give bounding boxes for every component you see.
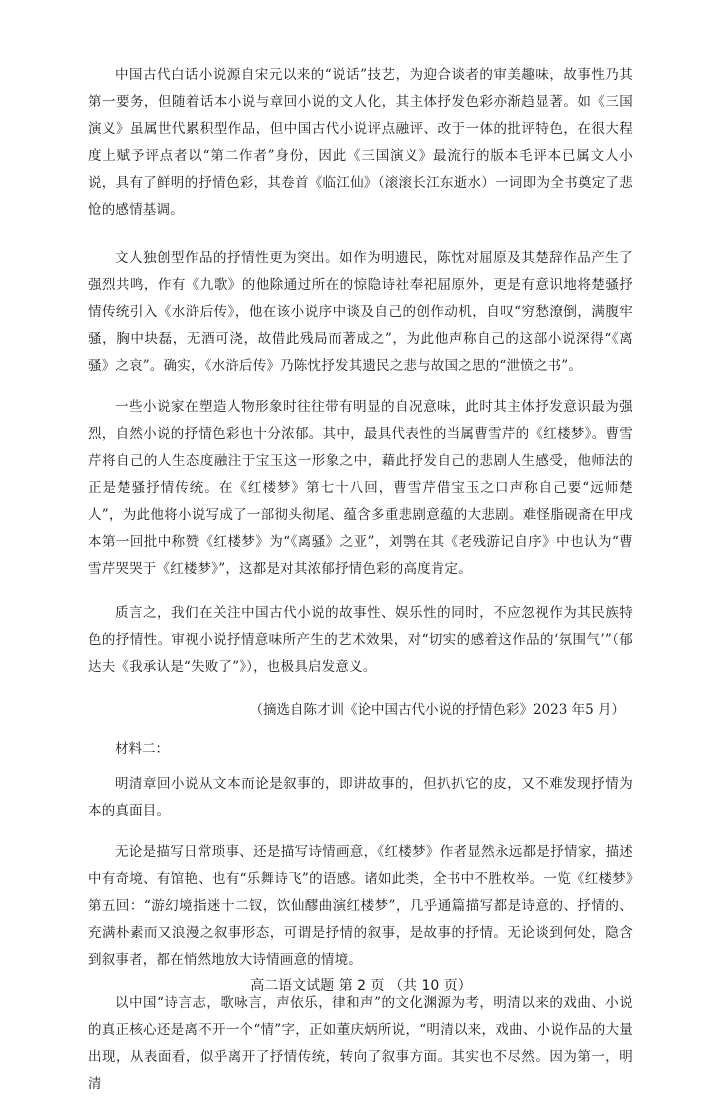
page-footer: 高二语文试题 第 2 页 （共 10 页）: [250, 978, 472, 994]
material-2-paragraph-1: 明清章回小说从文本而论是叙事的，即讲故事的，但扒扒它的皮，又不难发现抒情为本的真面目。: [88, 776, 633, 819]
source-citation: （摘选自陈才训《论中国古代小说的抒情色彩》2023 年5 月）: [249, 702, 625, 718]
paragraph-4: 质言之，我们在关注中国古代小说的故事性、娱乐性的同时，不应忽视作为其民族特色的抒情性。审视小说抒情意味所产生的艺术效果，对“切实的感着这作品的‘氛围气’”（郁达夫《我承认是“失败了”》），也极具启发意义。: [88, 605, 633, 675]
material-2-paragraph-3: 以中国“诗言志，歌咏言，声依乐，律和声”的文化渊源为考，明清以来的戏曲、小说的真正核心还是离不开一个“情”字，正如董庆炳所说，“明清以来，戏曲、小说作品的大量出现，从表面看，似乎离开了抒情传统，转向了叙事方面。其实也不尽然。因为第一，明清: [88, 995, 633, 1092]
material-2-heading: 材料二：: [115, 741, 169, 757]
paragraph-3: 一些小说家在塑造人物形象时往往带有明显的自况意味，此时其主体抒发意识最为强烈，自然小说的抒情色彩也十分浓郁。其中，最具代表性的当属曹雪芹的《红楼梦》。曹雪芹将自己的人生态度融注于宝玉这一形象之中，藉此抒发自己的悲剧人生感受，他师法的正是楚骚抒情传统。在《红楼梦》第七十八回，曹雪芹借宝玉之口声称自己要“远师楚人”，为此他将小说写成了一部彻头彻尾、蕴含多重悲剧意蕴的大悲剧。难怪脂砚斋在甲戌本第一回批中称赞《红楼梦》为“《离骚》之亚”，刘鹗在其《老残游记自序》中也认为“曹雪芹哭哭于《红楼梦》”，这都是对其浓郁抒情色彩的高度肯定。: [88, 399, 633, 577]
paragraph-2: 文人独创型作品的抒情性更为突出。如作为明遗民，陈忱对屈原及其楚辞作品产生了强烈共鸣，作有《九歌》的他除通过所在的惊隐诗社奉祀屈原外，更是有意识地将楚骚抒情传统引入《水浒后传》，他在该小说序中谈及自己的创作动机，自叹“穷愁潦倒，满腹牢骚，胸中块磊，无酒可浇，故借此残局而著成之”，为此他声称自己的这部小说深得“《离骚》之哀”。确实，《水浒后传》乃陈忱抒发其遗民之悲与故国之思的“泄愤之书”。: [88, 250, 633, 374]
material-2-paragraph-2: 无论是描写日常琐事、还是描写诗情画意，《红楼梦》作者显然永远都是抒情家，描述中有奇境、有馆艳、也有“乐舞诗飞”的语感。诸如此类，全书中不胜枚举。一览《红楼梦》第五回：“游幻境指迷十二钗，饮仙醪曲演红楼梦”，几乎通篇描写都是诗意的、抒情的、充满朴素而又浪漫之叙事形态，可谓是抒情的叙事，是故事的抒情。无论谈到何处，隐含到叙事者，都在悄然地放大诗情画意的情境。: [88, 844, 633, 968]
paragraph-1: 中国古代白话小说源自宋元以来的“说话”技艺，为迎合谈者的审美趣味，故事性乃其第一要务，但随着话本小说与章回小说的文人化，其主体抒发色彩亦渐趋显著。如《三国演义》虽属世代累积型作品，但中国古代小说评点融评、改于一体的批评特色，在很大程度上赋予评点者以“第二作者”身份，因此《三国演义》最流行的版本毛评本已属文人小说，具有了鲜明的抒情色彩，其卷首《临江仙》（滚滚长江东逝水）一词即为全书奠定了悲怆的感情基调。: [88, 67, 633, 218]
article-body: [88, 62, 633, 1098]
